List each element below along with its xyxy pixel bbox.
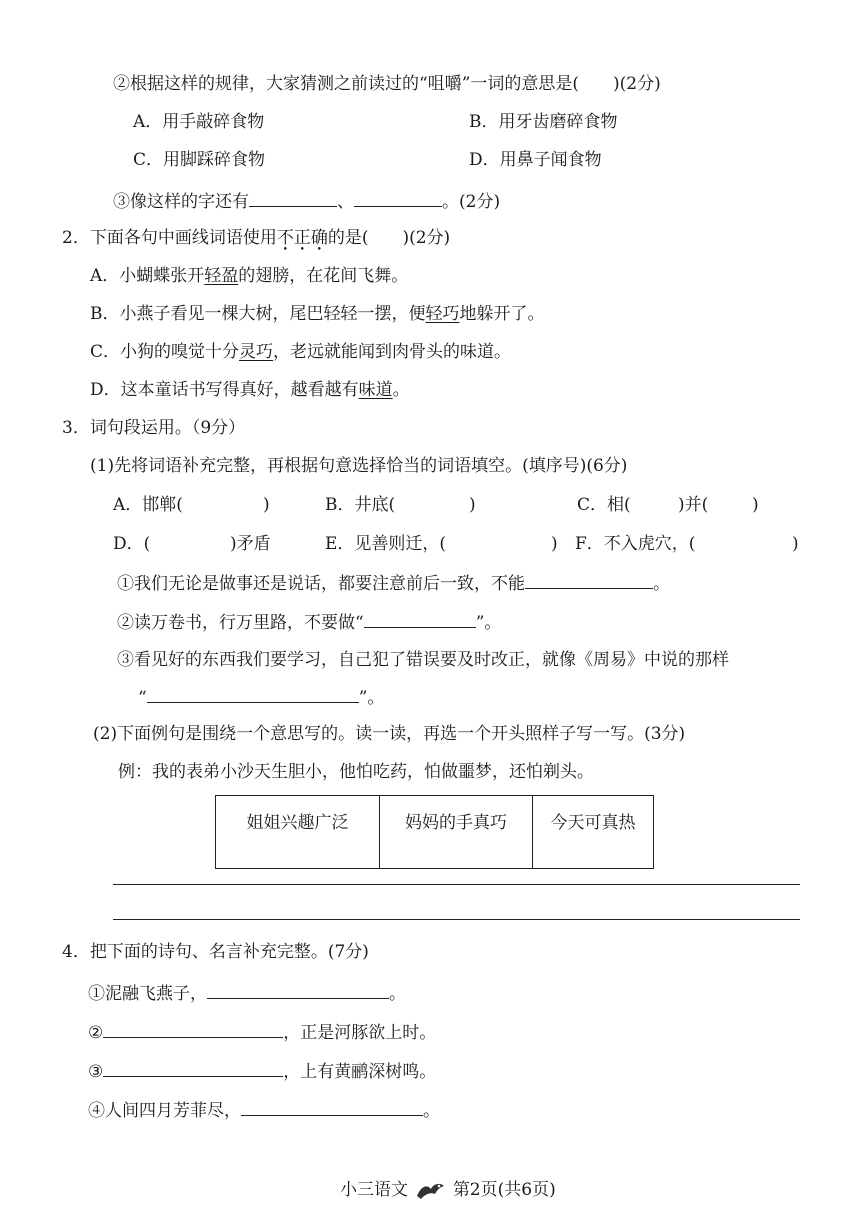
text: ①我们无论是做事还是说话，都要注意前后一致，不能: [117, 574, 525, 594]
q4-line-3: [88, 1058, 436, 1084]
answer-blank[interactable]: [103, 1058, 283, 1077]
underlined-word: 味道: [358, 380, 393, 400]
choice-cell[interactable]: 今天可真热: [533, 796, 654, 869]
q3-sentence-3: ③看见好的东西我们要学习，自己犯了错误要及时改正，就像《周易》中说的那样: [117, 650, 729, 670]
word-b: B．井底(: [325, 495, 396, 515]
answer-blank[interactable]: [525, 570, 653, 589]
word-c-mid: )并(: [678, 495, 709, 515]
text: ”。: [475, 613, 502, 633]
q2-option-b: [90, 302, 545, 326]
text: ，老远就能闻到肉骨头的味道。: [273, 342, 512, 362]
writing-line[interactable]: [113, 884, 800, 885]
writing-line[interactable]: [113, 919, 800, 920]
q2-stem: [62, 226, 450, 250]
text: ③: [88, 1062, 104, 1082]
word-d-close: )矛盾: [230, 534, 271, 554]
page-footer: [340, 1175, 556, 1202]
answer-blank[interactable]: [354, 188, 442, 207]
dotted-char: 确: [310, 228, 328, 248]
answer-blank[interactable]: [103, 1019, 283, 1038]
q3-part1-stem: (1)先将词语补充完整，再根据句意选择恰当的词语填空。(填序号)(6分): [90, 456, 628, 476]
word-d: D．(: [113, 534, 151, 554]
choice-cell[interactable]: 姐姐兴趣广泛: [216, 796, 380, 869]
q4-line-2: [88, 1019, 436, 1045]
text: ，上有黄鹂深树鸣。: [283, 1062, 437, 1082]
course-label: 小三语文: [340, 1180, 408, 1200]
text: ”。: [358, 688, 385, 708]
q3-sentence-3-blank: [138, 684, 384, 710]
word-a-close: ): [263, 495, 270, 515]
q4-stem: 4．把下面的诗句、名言补充完整。(7分): [62, 942, 369, 962]
word-f-close: ): [792, 534, 799, 554]
text: C．小狗的嗅觉十分: [90, 342, 240, 362]
dotted-char: 正: [293, 228, 311, 248]
separator: 、: [337, 192, 354, 212]
word-c-close: ): [752, 495, 759, 515]
q1-option-b: B．用牙齿磨碎食物: [469, 112, 618, 132]
q3-example: 例：我的表弟小沙天生胆小，他怕吃药，怕做噩梦，还怕剃头。: [118, 762, 594, 782]
q2-stem-tail: 的是( )(2分): [327, 228, 451, 248]
word-e-close: ): [551, 534, 558, 554]
word-a: A．邯郸(: [113, 495, 183, 515]
q3-sentence-2: [117, 609, 501, 635]
underlined-word: 轻巧: [425, 304, 460, 324]
q3-part2-stem: (2)下面例句是围绕一个意思写的。读一读，再选一个开头照样子写一写。(3分): [93, 724, 686, 744]
underlined-word: 灵巧: [239, 342, 274, 362]
text: B．小燕子看见一棵大树，尾巴轻轻一摆，便: [90, 304, 426, 324]
word-b-close: ): [469, 495, 476, 515]
answer-blank[interactable]: [207, 980, 389, 999]
q1-sub3: [113, 188, 500, 214]
text: ②: [88, 1023, 104, 1043]
text: 的翅膀，在花间飞舞。: [238, 266, 409, 286]
q4-line-1: [88, 980, 406, 1006]
text: 地躲开了。: [459, 304, 545, 324]
text: 。: [653, 574, 670, 594]
word-c: C．相(: [577, 495, 631, 515]
q3-stem: 3．词句段运用。（9分）: [62, 418, 246, 438]
q2-stem-text: 2．下面各句中画线词语使用: [62, 228, 277, 248]
text: ②读万卷书，行万里路，不要做“: [117, 613, 364, 633]
points: 。(2分): [442, 192, 501, 212]
text: 。: [423, 1101, 440, 1121]
text: A．小蝴蝶张开: [90, 266, 205, 286]
text: 。: [392, 380, 410, 400]
text: ④人间四月芳菲尽，: [88, 1101, 241, 1121]
emphasis-dotted: [277, 228, 328, 248]
answer-blank[interactable]: [249, 188, 337, 207]
q1-sub3-text: ③像这样的字还有: [113, 192, 249, 212]
answer-blank[interactable]: [241, 1097, 423, 1116]
opening-choices-table: [215, 795, 654, 869]
text: ，正是河豚欲上时。: [283, 1023, 437, 1043]
q1-option-d: D．用鼻子闻食物: [469, 150, 602, 170]
q3-sentence-1: [117, 570, 670, 596]
underlined-word: 轻盈: [204, 266, 239, 286]
q1-option-c: C．用脚踩碎食物: [133, 150, 266, 170]
text: “: [138, 688, 147, 708]
word-f: F．不入虎穴，(: [575, 534, 696, 554]
q4-line-4: [88, 1097, 440, 1123]
dotted-char: 不: [276, 228, 294, 248]
page-number: 第2页(共6页): [452, 1180, 556, 1200]
bird-stamp-icon: [413, 1180, 447, 1202]
q2-option-d: [90, 378, 410, 402]
choice-cell[interactable]: 妈妈的手真巧: [380, 796, 533, 869]
answer-blank[interactable]: [364, 609, 476, 628]
text: 。: [389, 984, 406, 1004]
q2-option-c: [90, 340, 511, 364]
answer-blank[interactable]: [147, 684, 359, 703]
word-e: E．见善则迁，(: [325, 534, 447, 554]
text: D．这本童话书写得真好，越看越有: [90, 380, 359, 400]
q2-option-a: [90, 264, 408, 288]
q1-option-a: A．用手敲碎食物: [133, 112, 265, 132]
q1-sub2: ②根据这样的规律，大家猜测之前读过的“咀嚼”一词的意思是( )(2分): [113, 74, 661, 94]
text: ①泥融飞燕子，: [88, 984, 207, 1004]
